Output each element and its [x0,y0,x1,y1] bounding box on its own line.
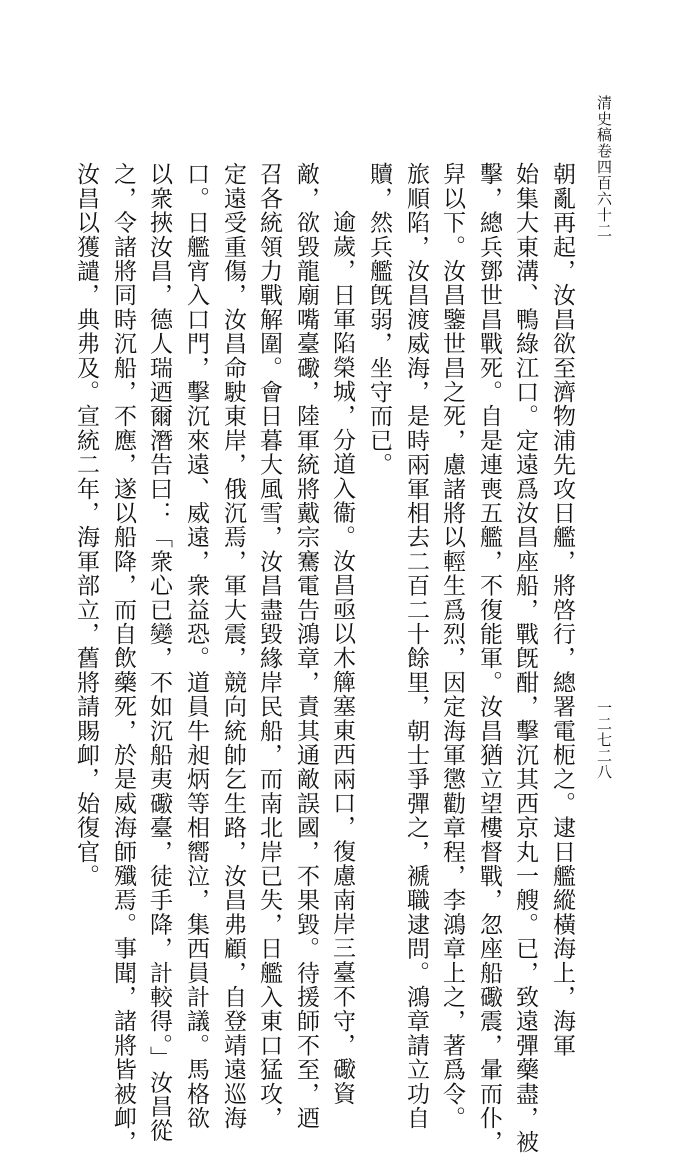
text-column-7: 逾歲，日軍陷榮城，分道入衞。汝昌亟以木簰塞東西兩口，復慮南岸三臺不守，礮資 [329,210,355,1106]
text-column-11: 口。日艦宵入口門，擊沉來遠、威遠，衆益恐。道員牛昶炳等相嚮泣，集西員計議。馬格欲 [183,162,209,1130]
text-column-8: 敵，欲毀龍廟嘴臺礮，陸軍統將戴宗騫電告鴻章，責其通敵誤國，不果毀。待援師不至，迺 [293,162,319,1130]
text-column-6: 贖，然兵艦旣弱，坐守而已。 [366,162,392,477]
text-column-13: 之，令諸將同時沉船，不應，遂以船降，而自飲藥死，於是威海師殲焉。事聞，諸將皆被卹， [110,162,136,1154]
text-column-3: 擊，總兵鄧世昌戰死。自是連喪五艦，不復能軍。汝昌猶立望樓督戰，忽座船礮震，暈而仆， [476,162,502,1154]
page-number: 一二七二八 [595,700,613,780]
text-column-9: 召各統領力戰解圍。會日暮大風雪，汝昌盡毀緣岸民船，而南北岸已失，日艦入東口猛攻， [256,162,282,1130]
text-column-1: 朝亂再起，汝昌欲至濟物浦先攻日艦，將啓行，總署電枙之。逮日艦縱橫海上，海軍 [549,162,575,1058]
text-column-5: 旅順陷，汝昌渡威海，是時兩軍相去二百二十餘里，朝士爭彈之，褫職逮問。鴻章請立功自 [403,162,429,1130]
text-column-12: 以衆挾汝昌，德人瑞迺爾潛告曰：「衆心已變，不如沉船夷礮臺，徒手降，計較得。」汝昌從 [146,162,172,1143]
text-column-14: 汝昌以獲譴，典弗及。宣統二年，海軍部立，舊將請賜卹，始復官。 [73,162,99,888]
running-header-title: 清史稿卷四百六十二 [595,95,613,239]
text-column-2: 始集大東溝、鴨綠江口。定遠爲汝昌座船，戰旣酣，擊沉其西京丸一艘。已，致遠彈藥盡，被 [512,162,538,1154]
text-column-10: 定遠受重傷，汝昌命駛東岸，俄沉焉，軍大震，競向統帥乞生路，汝昌弗顧，自登靖遠巡海 [220,162,246,1130]
text-column-4: 舁以下。汝昌鑒世昌之死，慮諸將以輕生爲烈，因定海軍懲勸章程，李鴻章上之，著爲令。 [439,162,465,1130]
